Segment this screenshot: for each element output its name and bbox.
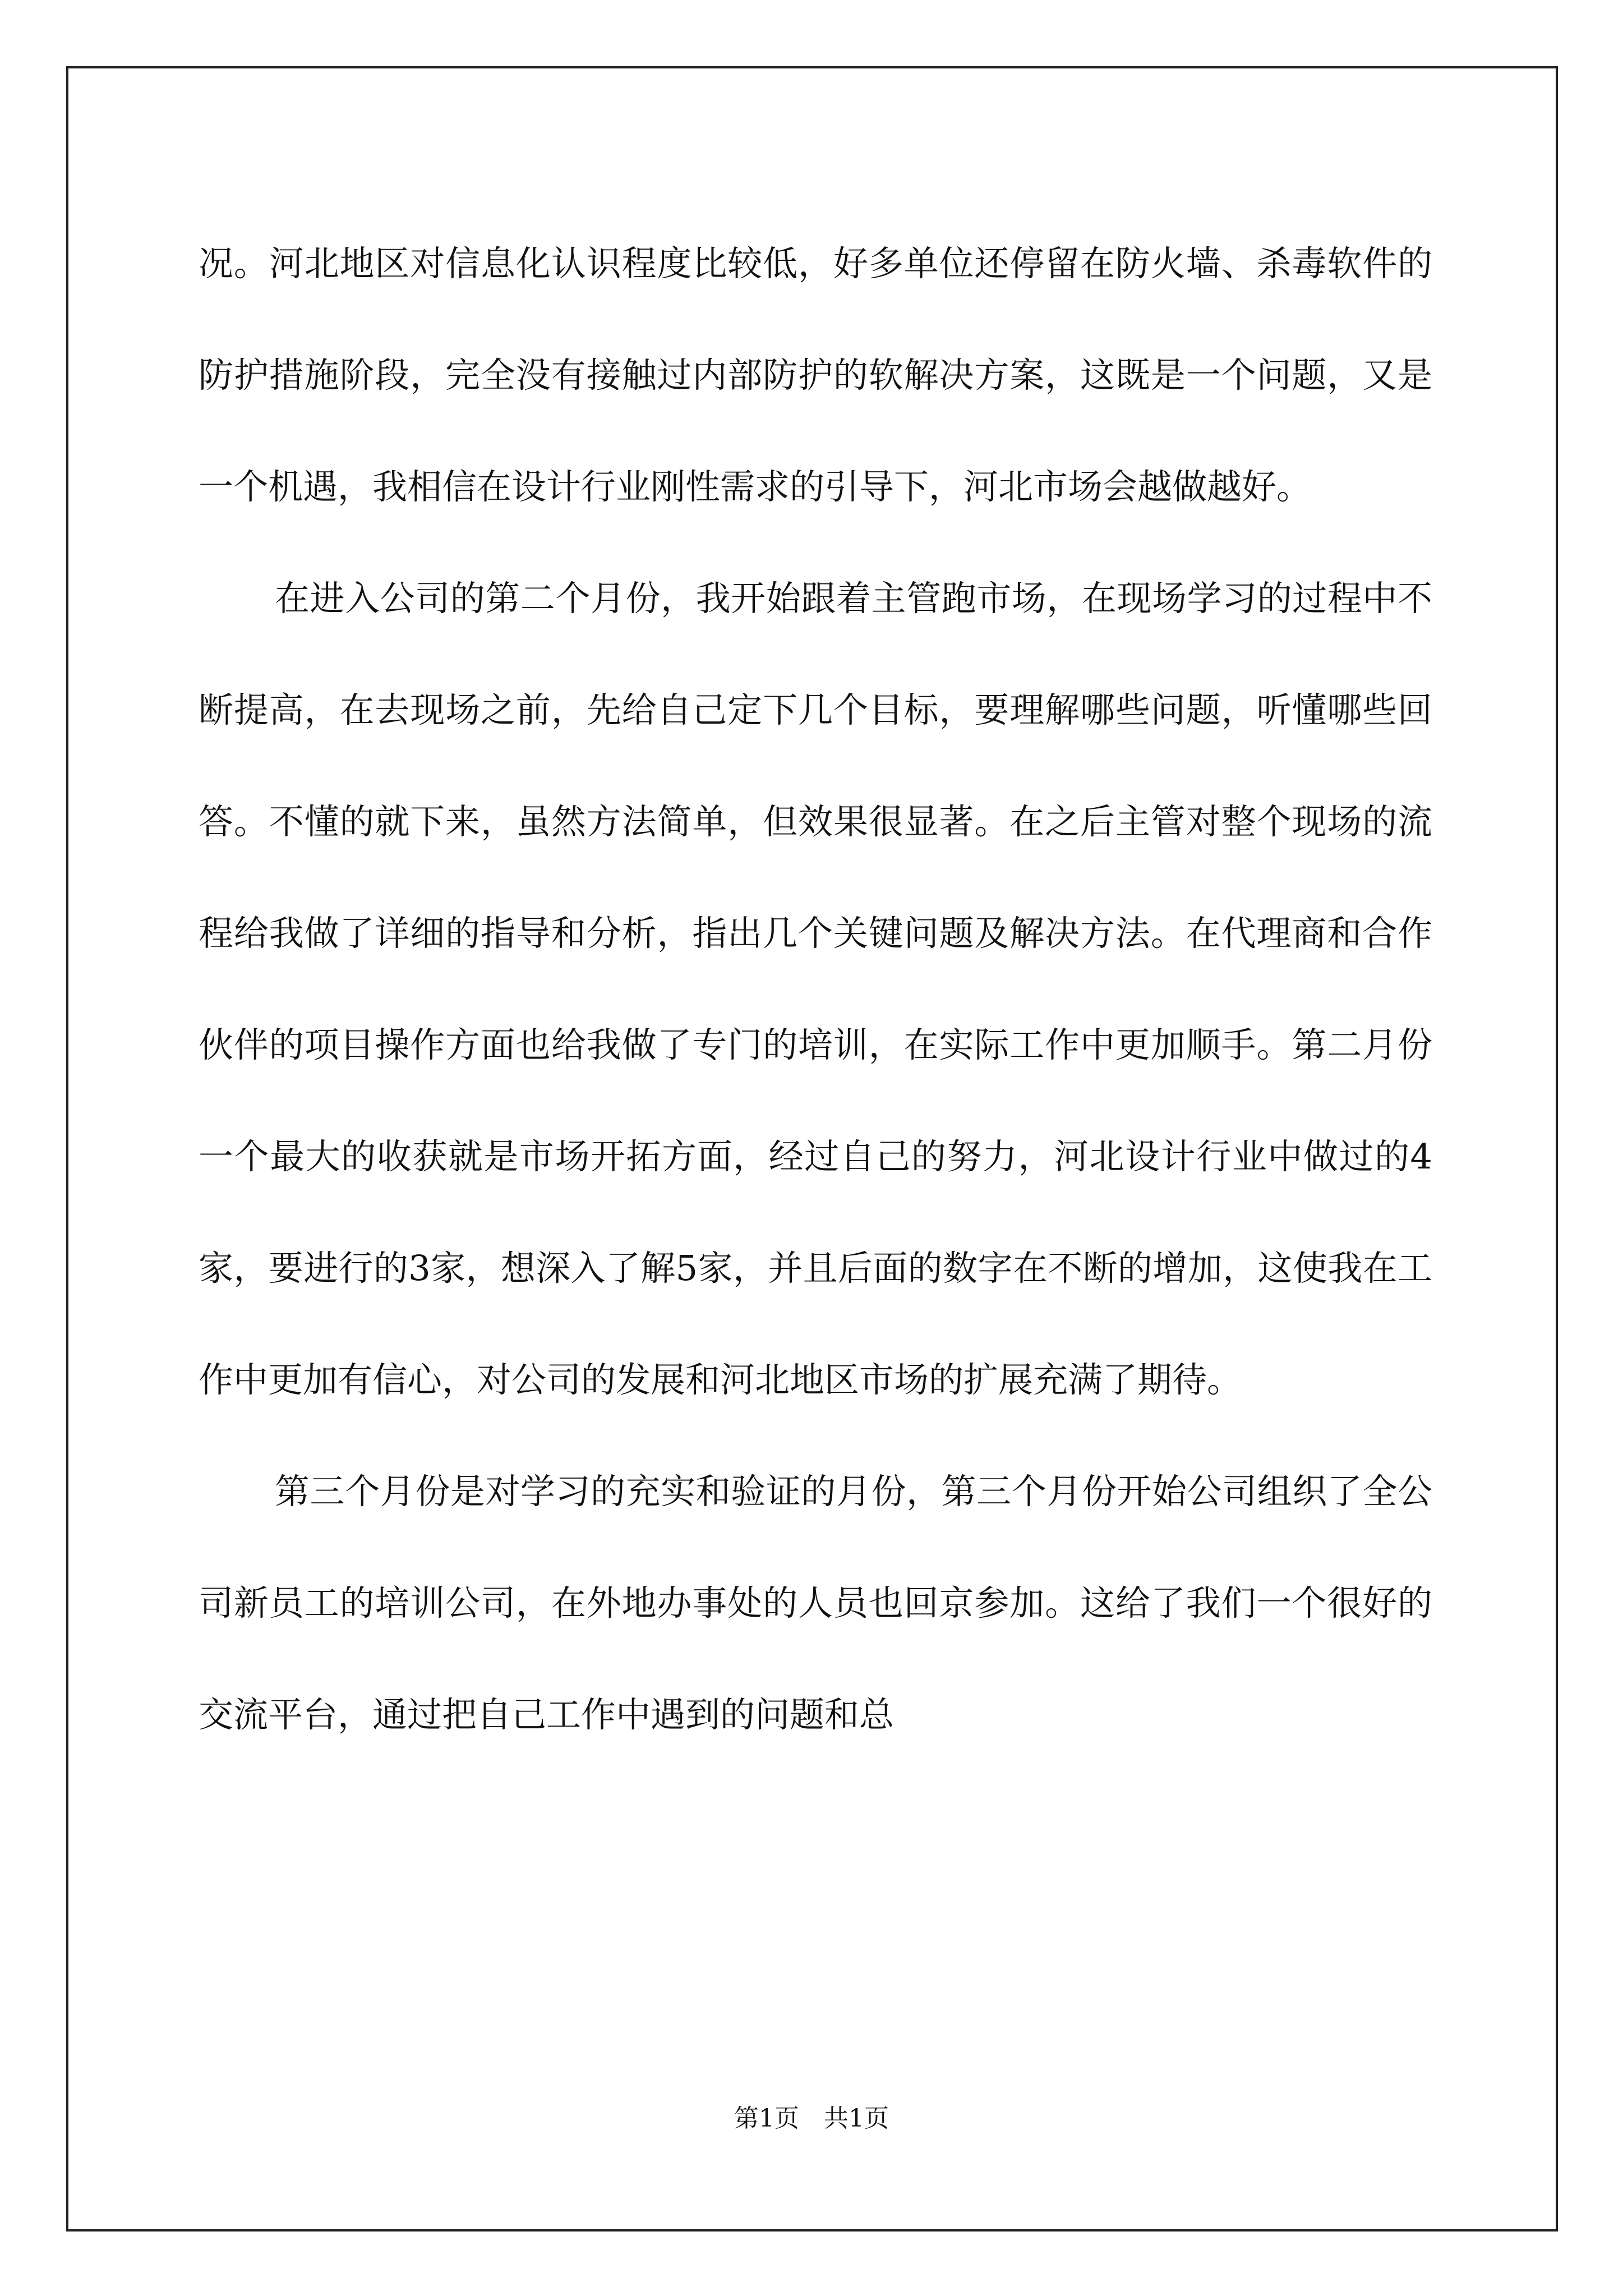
page-footer: 第1页 共1页 bbox=[734, 2104, 889, 2133]
paragraph-1: 况。河北地区对信息化认识程度比较低，好多单位还停留在防火墙、杀毒软件的防护措施阶段，完全没有接触过内部防护的软解决方案，这既是一个问题，又是一个机遇，我相信在设计行业刚性需求的引导下，河北市场会越做越好。 bbox=[199, 243, 1432, 507]
paragraph-2: 在进入公司的第二个月份，我开始跟着主管跑市场，在现场学习的过程中不断提高，在去现场之前，先给自己定下几个目标，要理解哪些问题，听懂哪些回答。不懂的就下来，虽然方法简单，但效果很显著。在之后主管对整个现场的流程给我做了详细的指导和分析，指出几个关键问题及解决方法。在代理商和合作伙伴的项目操作方面也给我做了专门的培训，在实际工作中更加顺手。第二月份一个最大的收获就是市场开拓方面，经过自己的努力，河北设计行业中做过的4家，要进行的3家，想深入了解5家，并且后面的数字在不断的增加，这使我在工作中更加有信心，对公司的发展和河北地区市场的扩展充满了期待。 bbox=[199, 578, 1432, 1400]
paragraph-3: 第三个月份是对学习的充实和验证的月份，第三个月份开始公司组织了全公司新员工的培训公司，在外地办事处的人员也回京参加。这给了我们一个很好的交流平台，通过把自己工作中遇到的问题和总 bbox=[199, 1471, 1432, 1735]
document-body bbox=[199, 208, 1432, 1770]
